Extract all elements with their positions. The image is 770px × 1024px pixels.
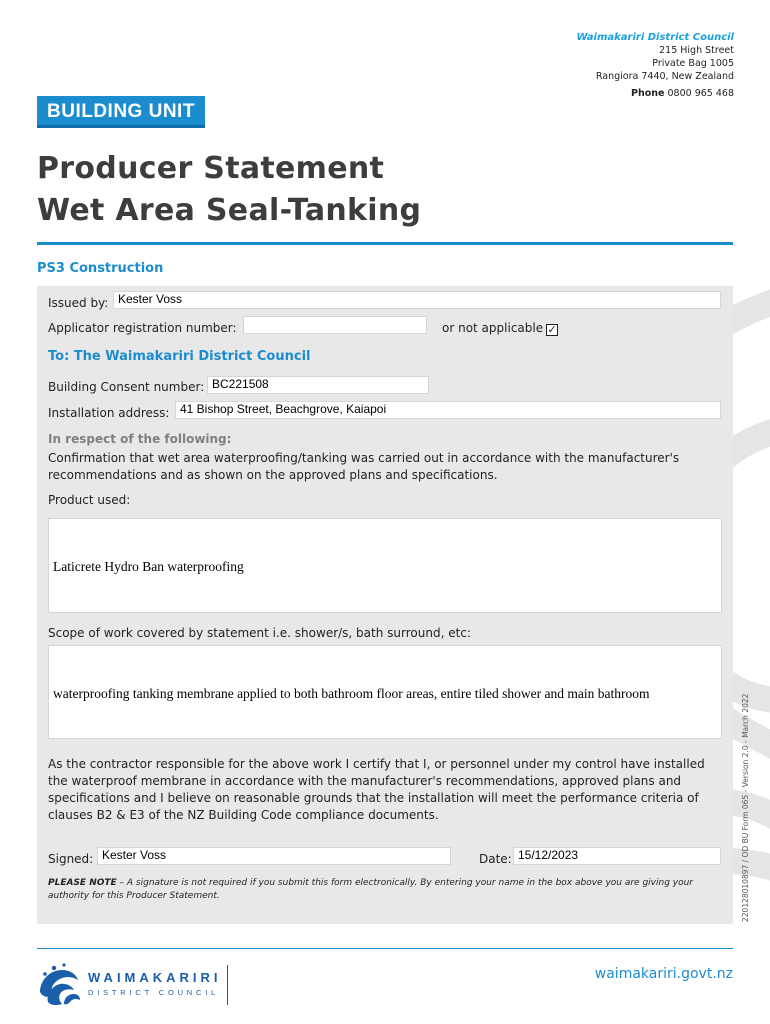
applicator-registration-label: Applicator registration number: <box>48 321 237 335</box>
building-unit-badge: BUILDING UNIT <box>37 96 205 128</box>
not-applicable-option <box>442 321 558 336</box>
signed-field[interactable]: Kester Voss <box>97 847 451 865</box>
consent-number-label: Building Consent number: <box>48 380 205 394</box>
product-used-value: Laticrete Hydro Ban waterproofing <box>53 559 244 574</box>
issued-by-field[interactable]: Kester Voss <box>113 291 721 309</box>
not-applicable-checkbox[interactable]: ✓ <box>547 323 557 336</box>
logo-subtitle: DISTRICT COUNCIL <box>88 988 220 997</box>
scope-of-work-field[interactable] <box>48 645 722 739</box>
form-panel <box>37 286 733 924</box>
scope-of-work-label: Scope of work covered by statement i.e. shower/s, bath surround, etc: <box>48 626 471 640</box>
title-divider <box>37 242 733 245</box>
council-logo <box>36 962 236 1006</box>
issued-by-label: Issued by: <box>48 296 109 310</box>
installation-address-field[interactable]: 41 Bishop Street, Beachgrove, Kaiapoi <box>175 401 721 419</box>
form-version-text: 220128010897 / OD BU Form 065 - Version 2.0 - March 2022 <box>741 693 750 922</box>
certification-text: As the contractor responsible for the above work I certify that I, or personnel under my control have installed the waterproof membrane in accordance with the manufacturer's recommendations, approved plans and specifications and I believe on reasonable grounds that the installation will meet the performance criteria of clauses B2 & E3 of the NZ Building Code compliance documents. <box>48 757 705 822</box>
product-used-field[interactable] <box>48 518 722 613</box>
applicator-registration-field[interactable] <box>243 316 427 334</box>
page-title <box>37 148 421 232</box>
not-applicable-label: or not applicable <box>442 321 544 335</box>
address-line: Rangiora 7440, New Zealand <box>595 71 734 82</box>
phone-label: Phone <box>631 88 665 99</box>
address-line: 215 High Street <box>659 45 734 56</box>
please-note-text <box>48 877 712 903</box>
please-note-body: – A signature is not required if you submit this form electronically. By entering your name in the box above you are giving your authority for this Producer Statement. <box>48 878 694 901</box>
title-line: Wet Area Seal-Tanking <box>37 193 422 228</box>
phone-line <box>576 87 734 100</box>
koru-logo-icon <box>36 962 82 1006</box>
footer-divider <box>37 948 733 949</box>
installation-address-label: Installation address: <box>48 406 170 420</box>
please-note-label: PLEASE NOTE <box>48 878 117 888</box>
section-heading: PS3 Construction <box>37 261 164 276</box>
to-council-heading: To: The Waimakariri District Council <box>48 349 311 364</box>
logo-divider <box>227 965 228 1005</box>
logo-wordmark: WAIMAKARIRI <box>88 970 222 985</box>
consent-number-field[interactable]: BC221508 <box>207 376 429 394</box>
confirmation-text: Confirmation that wet area waterproofing/tanking was carried out in accordance with the manufacturer's recommendations and as shown on the approved plans and specifications. <box>48 451 680 482</box>
council-contact-block <box>576 31 734 100</box>
date-field[interactable]: 15/12/2023 <box>513 847 721 865</box>
council-name: Waimakariri District Council <box>576 32 734 43</box>
date-label: Date: <box>479 852 512 866</box>
phone-number: 0800 965 468 <box>667 88 734 99</box>
address-line: Private Bag 1005 <box>652 58 734 69</box>
title-line: Producer Statement <box>37 151 385 186</box>
signed-label: Signed: <box>48 852 94 866</box>
website-link[interactable]: waimakariri.govt.nz <box>594 966 733 982</box>
scope-of-work-value: waterproofing tanking membrane applied to both bathroom floor areas, entire tiled shower and main bathroom <box>53 686 650 701</box>
product-used-label: Product used: <box>48 493 131 507</box>
in-respect-heading: In respect of the following: <box>48 432 232 446</box>
